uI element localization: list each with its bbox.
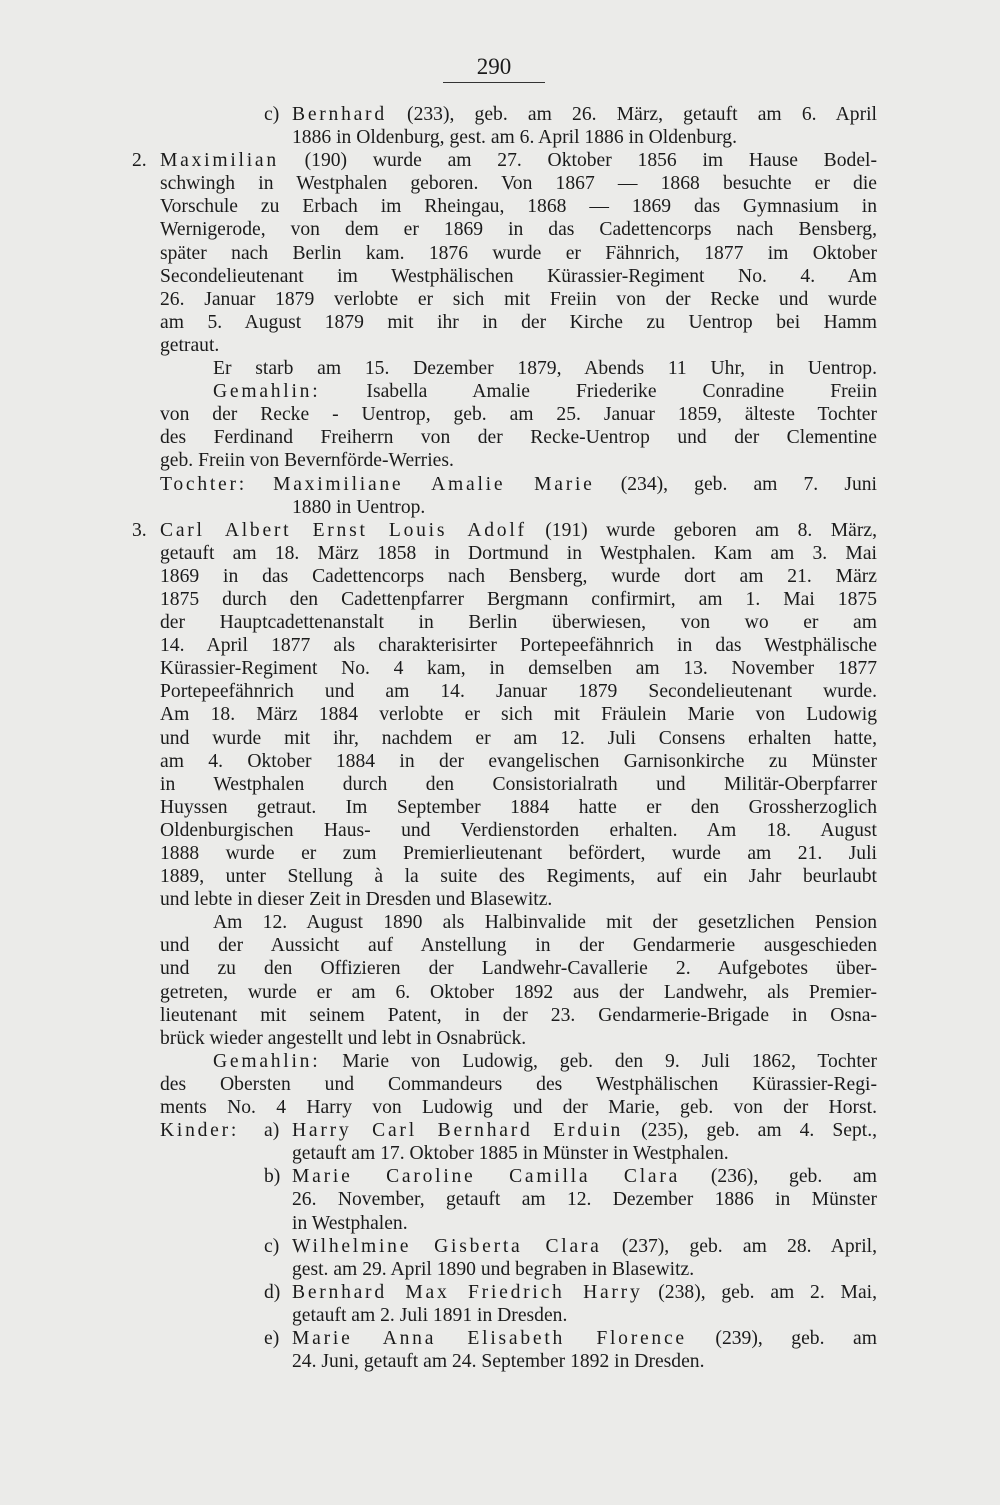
text-line <box>160 796 877 819</box>
line-text: 26. November, getauft am 12. Dezember 1886 in Münster <box>292 1189 877 1211</box>
item-label: e) <box>264 1327 280 1349</box>
spaced-name: Wilhelmine Gisberta Clara <box>292 1235 602 1257</box>
kinder-label: Kinder: <box>160 1120 240 1142</box>
line-text: geb. Freiin von Bevernförde-Werries. <box>160 450 454 472</box>
line-text: Er starb am 15. Dezember 1879, Abends 11 Uhr, in Uentrop. <box>213 358 877 380</box>
text-line <box>160 1142 877 1165</box>
line-text: des Ferdinand Freiherrn von der Recke-Uentrop und der Clementine <box>160 427 877 449</box>
item-label: d) <box>264 1281 281 1303</box>
text-line <box>160 218 877 241</box>
line-text: Huyssen getraut. Im September 1884 hatte er den Grossherzoglich <box>160 796 877 818</box>
text-line <box>160 172 877 195</box>
text-line <box>160 934 877 957</box>
spaced-name: Carl Albert Ernst Louis Adolf <box>160 519 527 541</box>
text-line <box>160 496 877 519</box>
text-line <box>160 842 877 865</box>
entry-3 <box>132 519 878 1373</box>
page-number: 290 <box>443 52 545 83</box>
line-text: (233), geb. am 26. März, getauft am 6. April <box>386 104 877 125</box>
text-line <box>160 311 877 334</box>
line-text: Portepeefähnrich und am 14. Januar 1879 Secondelieutenant wurde. <box>160 681 877 703</box>
text-line <box>160 449 877 472</box>
body-text <box>132 103 878 1373</box>
item-label: b) <box>264 1166 281 1188</box>
line-text: 1888 wurde er zum Premierlieutenant befördert, wurde am 21. Juli <box>160 843 877 864</box>
line-text: (235), geb. am 4. Sept., <box>623 1120 877 1142</box>
text-line <box>160 542 877 565</box>
line-text: getauft am 18. März 1858 in Dortmund in Westphalen. Kam am 3. Mai <box>160 542 877 564</box>
text-line <box>160 265 877 288</box>
text-line <box>160 981 877 1004</box>
line-text: des Obersten und Commandeurs des Westphälischen Kürassier-Regi- <box>160 1073 877 1095</box>
text-line <box>160 1327 877 1350</box>
text-line <box>160 1350 877 1373</box>
text-line <box>160 1188 877 1211</box>
line-text: Oldenburgischen Haus- und Verdienstorden erhalten. Am 18. August <box>160 819 877 841</box>
line-text: (237), geb. am 28. April, <box>601 1235 877 1257</box>
line-text: Secondelieutenant im Westphälischen Kürassier-Regiment No. 4. Am <box>160 265 877 287</box>
text-line <box>160 1281 877 1304</box>
line-text: der Hauptcadettenanstalt in Berlin überwiesen, von wo er am <box>160 612 877 634</box>
spaced-name: Bernhard Max Friedrich Harry <box>292 1281 643 1303</box>
line-text: Isabella Amalie Friederike Conradine Freiin <box>320 381 877 403</box>
line-text: Marie von Ludowig, geb. den 9. Juli 1862, Tochter <box>320 1050 877 1072</box>
line-text: 1869 in das Cadettencorps nach Bensberg, wurde dort am 21. März <box>160 565 877 587</box>
text-line <box>160 750 877 773</box>
line-text: (238), geb. am 2. Mai, <box>642 1281 877 1303</box>
line-text: schwingh in Westphalen geboren. Von 1867 — 1868 besuchte er die <box>160 173 877 195</box>
text-line <box>160 1258 877 1281</box>
item-label: a) <box>264 1120 280 1142</box>
text-line <box>160 727 877 750</box>
line-text: getraut. <box>160 334 220 356</box>
text-line <box>160 242 877 265</box>
line-text: und zu den Offizieren der Landwehr-Cavallerie 2. Aufgebotes über- <box>160 958 877 980</box>
text-line <box>160 1027 877 1050</box>
text-line <box>160 634 877 657</box>
text-line <box>160 103 877 126</box>
line-text: und der Aussicht auf Anstellung in der Gendarmerie ausgeschieden <box>160 935 877 957</box>
line-text: Am 18. März 1884 verlobte er sich mit Fräulein Marie von Ludowig <box>160 704 877 726</box>
line-text: brück wieder angestellt und lebt in Osnabrück. <box>160 1027 527 1049</box>
text-line <box>160 195 877 218</box>
text-line <box>160 865 877 888</box>
line-text: Wernigerode, von dem er 1869 in das Cadettencorps nach Bensberg, <box>160 219 877 241</box>
text-line <box>160 1004 877 1027</box>
spaced-name: Gemahlin: <box>213 1050 321 1072</box>
text-line <box>160 957 877 980</box>
line-text: am 5. August 1879 mit ihr in der Kirche zu Uentrop bei Hamm <box>160 311 877 333</box>
line-text: getauft am 2. Juli 1891 in Dresden. <box>292 1304 568 1326</box>
text-line <box>160 1073 877 1096</box>
spaced-name: Gemahlin: <box>213 381 321 403</box>
line-text: (190) wurde am 27. Oktober 1856 im Hause Bodel- <box>278 150 877 172</box>
line-text: (236), geb. am <box>680 1166 877 1188</box>
line-text: in Westphalen. <box>292 1212 408 1234</box>
line-text: (234), geb. am 7. Juni <box>594 473 877 495</box>
person-name: Harry Carl Bernhard Erduin <box>292 1120 624 1142</box>
line-text: und lebte in dieser Zeit in Dresden und Blasewitz. <box>160 889 553 911</box>
text-line <box>160 403 877 426</box>
line-text: getauft am 17. Oktober 1885 in Münster in Westphalen. <box>292 1143 729 1165</box>
text-line <box>160 611 877 634</box>
text-line <box>132 519 878 542</box>
text-line <box>160 657 877 680</box>
text-line <box>160 1119 877 1142</box>
text-line <box>160 911 877 934</box>
line-text: Kürassier-Regiment No. 4 kam, in demselben am 13. November 1877 <box>160 658 877 680</box>
spaced-name: Marie Anna Elisabeth Florence <box>292 1327 687 1349</box>
text-line <box>160 426 877 449</box>
line-text: und wurde mit ihr, nachdem er am 12. Juli Consens erhalten hatte, <box>160 727 877 749</box>
text-line <box>160 334 877 357</box>
text-line <box>160 1235 877 1258</box>
text-line <box>160 703 877 726</box>
spaced-name: Bernhard <box>292 104 387 125</box>
line-text: von der Recke - Uentrop, geb. am 25. Januar 1859, älteste Tochter <box>160 404 877 426</box>
text-line <box>160 1304 877 1327</box>
line-text: (191) wurde geboren am 8. März, <box>526 519 878 541</box>
entry-number: 3. <box>132 519 147 541</box>
text-line <box>160 380 877 403</box>
spaced-name: Tochter: <box>160 473 247 495</box>
item-label: c) <box>264 1235 280 1257</box>
entry-number: 2. <box>132 150 147 172</box>
line-text: am 4. Oktober 1884 in der evangelischen Garnisonkirche zu Münster <box>160 750 877 772</box>
text-line <box>160 1165 877 1188</box>
line-text: 1889, unter Stellung à la suite des Regiments, auf ein Jahr beurlaubt <box>160 866 877 888</box>
text-line <box>160 888 877 911</box>
line-text: 26. Januar 1879 verlobte er sich mit Freiin von der Recke und wurde <box>160 288 877 310</box>
line-text: 1880 in Uentrop. <box>292 496 426 518</box>
text-line <box>160 773 877 796</box>
text-line <box>160 126 877 149</box>
text-line <box>160 588 877 611</box>
spaced-name: Maximilian <box>160 150 279 172</box>
line-text: ments No. 4 Harry von Ludowig und der Marie, geb. von der Horst. <box>160 1097 877 1119</box>
text-line <box>160 1050 877 1073</box>
line-text: lieutenant mit seinem Patent, in der 23. Gendarmerie-Brigade in Osna- <box>160 1004 877 1026</box>
line-text: Vorschule zu Erbach im Rheingau, 1868 — 1869 das Gymnasium in <box>160 196 877 218</box>
line-text: 1875 durch den Cadettenpfarrer Bergmann confirmirt, am 1. Mai 1875 <box>160 588 877 610</box>
text-line <box>160 357 877 380</box>
line-text: Am 12. August 1890 als Halbinvalide mit der gesetzlichen Pension <box>213 912 877 934</box>
text-line <box>160 565 877 588</box>
line-text: (239), geb. am <box>686 1327 877 1349</box>
item-label: c) <box>264 104 280 125</box>
line-text: getreten, wurde er am 6. Oktober 1892 aus der Landwehr, als Premier- <box>160 981 877 1003</box>
line-text: gest. am 29. April 1890 und begraben in Blasewitz. <box>292 1258 695 1280</box>
text-line <box>160 680 877 703</box>
text-line <box>160 1212 877 1235</box>
line-text: 24. Juni, getauft am 24. September 1892 in Dresden. <box>292 1351 705 1373</box>
line-text: 14. April 1877 als charakterisirter Portepeefähnrich in das Westphälische <box>160 635 877 657</box>
line-text: 1886 in Oldenburg, gest. am 6. April 1886 in Oldenburg. <box>292 127 738 149</box>
text-line <box>160 819 877 842</box>
text-line <box>160 1096 877 1119</box>
text-line <box>132 149 877 172</box>
text-line <box>160 473 877 496</box>
entry-1 <box>160 103 877 149</box>
line-text: in Westphalen durch den Consistorialrath und Militär-Oberpfarrer <box>160 773 877 795</box>
entry-2 <box>132 149 877 519</box>
person-name: Maximiliane Amalie Marie <box>273 473 595 495</box>
text-line <box>160 288 877 311</box>
line-text: später nach Berlin kam. 1876 wurde er Fähnrich, 1877 im Oktober <box>160 242 877 264</box>
spaced-name: Marie Caroline Camilla Clara <box>292 1166 681 1188</box>
